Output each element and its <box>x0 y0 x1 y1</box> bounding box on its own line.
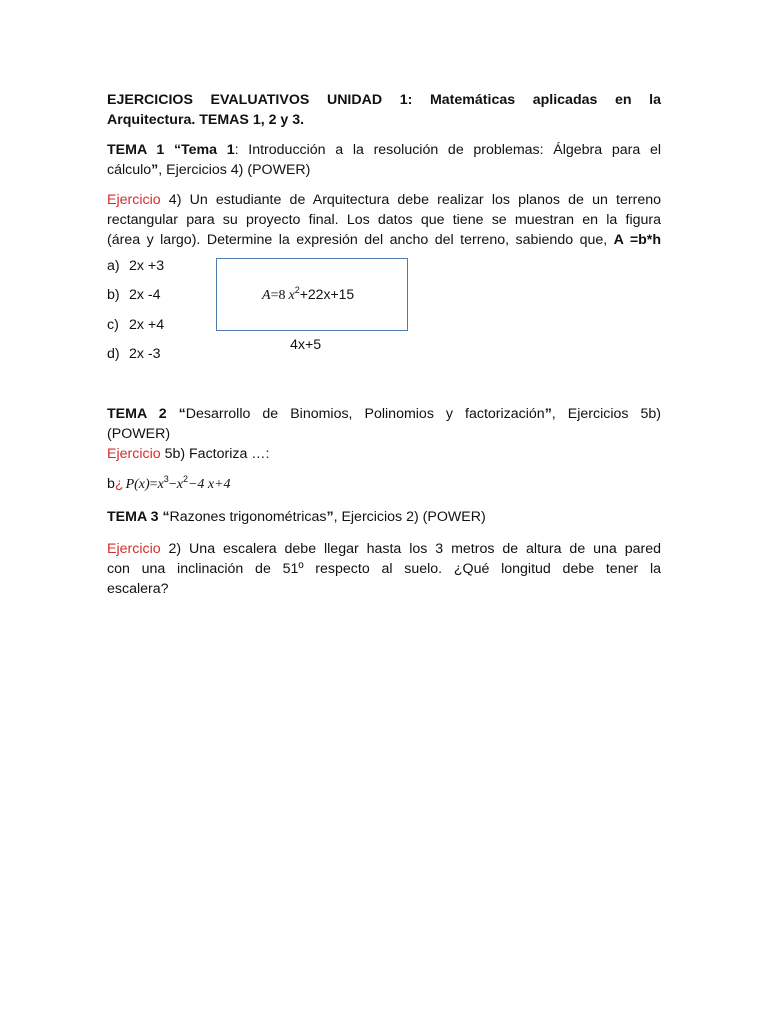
tema2-close-quote: ” <box>544 406 552 422</box>
poly-exp1: 3 <box>163 474 169 484</box>
poly-x1: x <box>157 477 164 492</box>
option-d <box>107 346 161 362</box>
option-letter: c) <box>107 317 119 333</box>
tema2-title: Desarrollo de Binomios, Polinomios y factorización <box>185 406 545 422</box>
tema3-label: TEMA 3 <box>107 509 159 525</box>
option-c <box>107 317 164 333</box>
poly-exp2: 2 <box>182 474 188 484</box>
area-symbol: A <box>262 288 271 303</box>
tema2-label: TEMA 2 <box>107 406 167 422</box>
poly-x2: x <box>176 477 183 492</box>
ejercicio5b-line <box>107 444 661 464</box>
option-b <box>107 287 161 303</box>
poly-equals: = <box>149 477 158 492</box>
poly-mark: ¿ <box>114 476 124 492</box>
tema1-close-quote: ” <box>151 162 159 178</box>
document-title-line1: EJERCICIOS EVALUATIVOS UNIDAD 1: Matemáticas aplicadas en la <box>107 92 661 108</box>
option-text: 2x +3 <box>129 258 165 274</box>
tema1-title: Tema 1 <box>181 142 235 158</box>
tema1-description: : Introducción a la resolución de problemas: Álgebra para el <box>234 142 661 158</box>
ejercicio4-line1 <box>107 190 661 210</box>
tema3-exercises: , Ejercicios 2) (POWER) <box>333 509 486 525</box>
tema1-exercises: , Ejercicios 4) (POWER) <box>158 162 311 178</box>
area-formula <box>262 286 354 304</box>
ejercicio5b-label: Ejercicio <box>107 446 161 462</box>
tema1-open-quote: “ <box>173 142 182 158</box>
tema3-title: Razones trigonométricas <box>169 509 327 525</box>
option-a <box>107 258 164 274</box>
poly-paren-x: (x) <box>134 477 150 492</box>
document-title-line2: Arquitectura. TEMAS 1, 2 y 3. <box>107 112 305 128</box>
ejercicio2-text1: 2) Una escalera debe llegar hasta los 3 metros de altura de una pared <box>160 541 661 557</box>
option-letter: b) <box>107 287 120 303</box>
tema1-label: TEMA 1 <box>107 142 165 158</box>
poly-prefix: b <box>107 476 115 492</box>
area-x: x <box>288 288 295 303</box>
poly-P: P <box>125 477 135 492</box>
ejercicio4-text3: (área y largo). Determine la expresión del ancho del terreno, sabiendo que, <box>107 232 614 248</box>
ejercicio4-formula: A =b*h <box>613 232 661 248</box>
option-text: 2x -3 <box>129 346 161 362</box>
tema2-heading-line1 <box>107 404 661 424</box>
ejercicio2-label: Ejercicio <box>107 541 161 557</box>
ejercicio2-line3: escalera? <box>107 581 169 597</box>
ejercicio2-line2: con una inclinación de 51º respecto al suelo. ¿Qué longitud debe tener la <box>107 561 661 577</box>
tema1-description-2: cálculo <box>107 162 152 178</box>
tema3-close-quote: ” <box>326 509 334 525</box>
polynomial-line <box>107 474 661 495</box>
document-body <box>107 90 661 250</box>
tema1-heading-line1 <box>107 140 661 160</box>
ejercicio4-line3 <box>107 230 661 250</box>
option-text: 2x +4 <box>129 317 165 333</box>
tema1-heading-line2 <box>107 160 661 180</box>
area-rest: +22x+15 <box>299 286 355 302</box>
tema2-exercises: , Ejercicios 5b) <box>551 406 661 422</box>
tema2-heading-line2: (POWER) <box>107 426 171 442</box>
option-letter: d) <box>107 346 120 362</box>
area-equals: =8 <box>270 288 286 303</box>
ejercicio4-label: Ejercicio <box>107 192 161 208</box>
poly-rest: −4 x+4 <box>187 477 231 492</box>
length-label: 4x+5 <box>290 337 322 353</box>
option-text: 2x -4 <box>129 287 161 303</box>
tema3-open-quote: “ <box>162 509 170 525</box>
ejercicio5b-text: 5b) Factoriza …: <box>160 446 270 462</box>
tema2-section <box>107 404 661 599</box>
option-letter: a) <box>107 258 120 274</box>
ejercicio2-line1 <box>107 539 661 559</box>
ejercicio4-text1: 4) Un estudiante de Arquitectura debe realizar los planos de un terreno <box>160 192 661 208</box>
ejercicio4-line2: rectangular para su proyecto final. Los datos que tiene se muestran en la figura <box>107 212 661 228</box>
tema3-heading <box>107 507 661 527</box>
tema2-open-quote: “ <box>178 406 186 422</box>
poly-minus: − <box>168 477 177 492</box>
area-exponent: 2 <box>294 285 300 295</box>
